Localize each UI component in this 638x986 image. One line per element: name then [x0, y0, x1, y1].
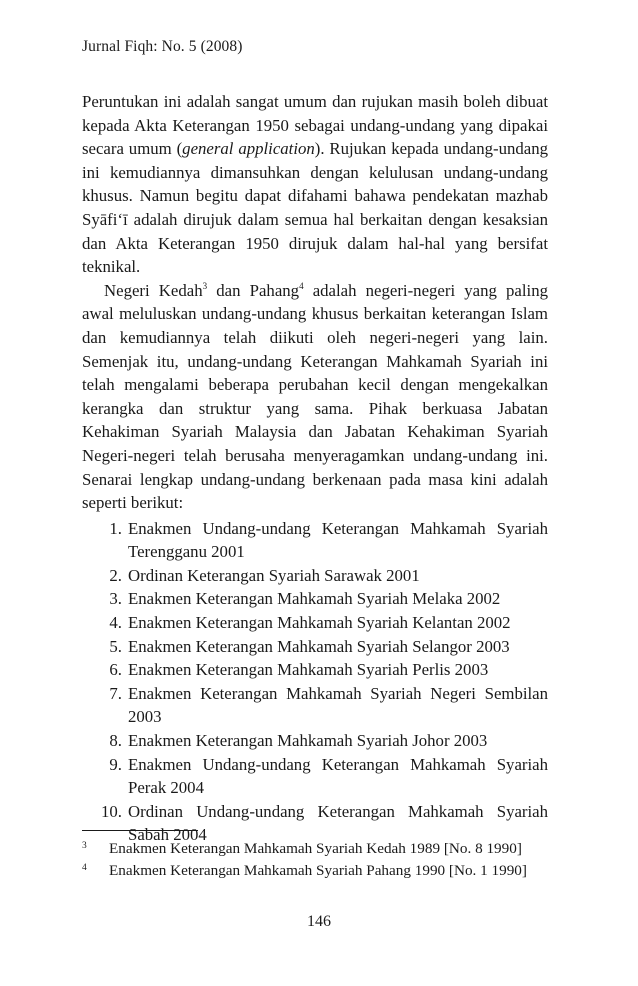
paragraph-2-text-a: Negeri Kedah — [104, 280, 203, 300]
list-number: 10. — [101, 801, 122, 821]
list-number: 1. — [109, 518, 122, 538]
list-number: 8. — [109, 731, 122, 751]
list-number: 9. — [109, 754, 122, 774]
footnote-4 — [82, 860, 548, 882]
list-item-text: Enakmen Undang-undang Keterangan Mahkamah Syariah Terengganu 2001 — [128, 518, 548, 562]
paragraph-2-text-b: dan Pahang — [207, 280, 300, 300]
list-number: 4. — [109, 613, 122, 633]
list-number: 7. — [109, 683, 122, 703]
list-item-text: Enakmen Keterangan Mahkamah Syariah Negeri Sembilan 2003 — [128, 683, 548, 727]
list-item-text: Enakmen Keterangan Mahkamah Syariah Selangor 2003 — [128, 636, 510, 656]
paragraph-1-text-a: Peruntukan ini adalah sangat umum dan rujukan masih boleh dibuat kepada Akta Keterangan 1950 sebagai undang-undang yang dipakai secara umum ( — [82, 92, 548, 159]
footnote-mark: 3 — [82, 841, 87, 851]
list-item — [82, 682, 548, 729]
list-item — [82, 587, 548, 611]
footnotes — [82, 838, 548, 882]
list-item — [82, 658, 548, 682]
italic-term: general application — [182, 139, 315, 159]
footnote-ref-4: 4 — [299, 280, 304, 291]
list-item — [82, 729, 548, 753]
paragraph-2-text-c: adalah negeri-negeri yang paling awal meluluskan undang-undang khusus berkaitan keterangan Islam dan kemudiannya telah diikuti oleh negeri-negeri yang lain. Semenjak itu, undang-undang Keterangan Mahkamah Syariah ini telah mengalami beberapa perubahan kecil dengan mengekalkan kerangka dan struktur yang sama. Pihak berkuasa Jabatan Kehakiman Syariah Malaysia dan Jabatan Kehakiman Syariah Negeri-negeri telah berusaha menyeragamkan undang-undang ini. Senarai lengkap undang-undang berkenaan pada masa kini adalah seperti berikut: — [82, 280, 548, 513]
footnote-text: Enakmen Keterangan Mahkamah Syariah Pahang 1990 [No. 1 1990] — [109, 862, 527, 879]
list-item-text: Enakmen Undang-undang Keterangan Mahkamah Syariah Perak 2004 — [128, 754, 548, 798]
paragraph-2 — [82, 279, 548, 515]
list-item — [82, 517, 548, 564]
list-item — [82, 611, 548, 635]
list-number: 6. — [109, 660, 122, 680]
footnote-mark: 4 — [82, 863, 87, 873]
list-item-text: Enakmen Keterangan Mahkamah Syariah Perlis 2003 — [128, 660, 489, 680]
list-item-text: Enakmen Keterangan Mahkamah Syariah Melaka 2002 — [128, 589, 501, 609]
footnote-ref-3: 3 — [202, 280, 208, 291]
enactment-list — [82, 517, 548, 847]
list-item-text: Ordinan Undang-undang Keterangan Mahkamah Syariah Sabah 2004 — [128, 801, 548, 845]
list-item — [82, 635, 548, 659]
journal-title: Jurnal Fiqh: No. 5 (2008) — [82, 38, 243, 55]
list-item — [82, 753, 548, 800]
list-item-text: Enakmen Keterangan Mahkamah Syariah Kelantan 2002 — [128, 613, 511, 633]
list-number: 2. — [109, 565, 122, 585]
page-number: 146 — [307, 913, 331, 930]
running-header — [82, 38, 243, 56]
paragraph-1-text-b: ). Rujukan kepada undang-undang ini kemudiannya dimansuhkan dengan kelulusan undang-undang khusus. Namun begitu dapat difahami bahawa pendekatan mazhab Syāfi‘ī adalah dirujuk dalam semua hal berkaitan dengan kesaksian dan Akta Keterangan 1950 dirujuk dalam hal-hal yang bersifat teknikal. — [82, 139, 548, 277]
paragraph-1 — [82, 90, 548, 279]
footnote-divider — [82, 830, 198, 831]
footnote-text: Enakmen Keterangan Mahkamah Syariah Kedah 1989 [No. 8 1990] — [109, 840, 522, 857]
list-item-text: Enakmen Keterangan Mahkamah Syariah Johor 2003 — [128, 731, 488, 751]
main-text — [82, 90, 548, 847]
footnote-3 — [82, 838, 548, 860]
list-item-text: Ordinan Keterangan Syariah Sarawak 2001 — [128, 565, 420, 585]
list-number: 3. — [109, 589, 122, 609]
list-item — [82, 564, 548, 588]
list-number: 5. — [109, 636, 122, 656]
